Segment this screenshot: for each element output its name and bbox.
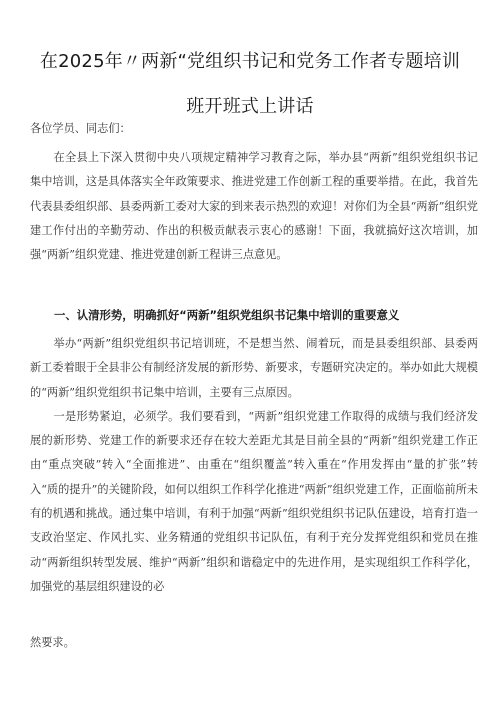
salutation: 各位学员、同志们： xyxy=(30,122,131,135)
intro-paragraph: 在全县上下深入贯彻中央八项规定精神学习教育之际，举办县“两新”组织党组织书记集中培训，这是具体落实全年政策要求、推进党建工作创新工程的重要举措。在此，我首先代表县委组织部、县委两新工委对大家的到来表示热烈的欢迎！对你们为全县“两新”组织党建工作付出的辛勤劳动、作出的积极贡献表示衷心的感谢！下面，我就搞好这次培训，加强“两新”组织党建、推进党建创新工程讲三点意见。 xyxy=(30,151,478,262)
section-1-heading: 一、认清形势，明确抓好“两新”组织党组织书记集中培训的重要意义 xyxy=(53,308,400,322)
document-title-line-2: 班开班式上讲话 xyxy=(186,96,314,117)
section-1-paragraph-2: 一是形势紧迫，必须学。我们要看到，“两新”组织党建工作取得的成绩与我们经济发展的新形势、党建工作的新要求还存在较大差距尤其是目前全县的“两新”组织党建工作正由“重点突破”转入“全面推进”、由重在“组织覆盖”转入重在“作用发挥由“量的扩张”转入“质的提升”的关键阶段，如何以组织工作科学化推进“两新”组织党建工作，正面临前所未有的机遇和挑战。通过集中培训，有利于加强“两新”组织党组织书记队伍建设，培育打造一支政治坚定、作风扎实、业务精通的党组织书记队伍，有利于充分发挥党组织和党员在推动“两新组织转型发展、维护“两新”组织和谐稳定中的先进作用，是实现组织工作科学化，加强党的基层组织建设的必 xyxy=(30,409,479,593)
intro-block xyxy=(30,146,478,267)
document-title-line-1: 在2025年〃两新“党组织书记和党务工作者专题培训 xyxy=(39,51,461,72)
section-1-paragraph-1: 举办“两新”组织党组织书记培训班，不是想当然、闹着玩，而是县委组织部、县委两新工委着眼于全县非公有制经济发展的新形势、新要求，专题研究决定的。举办如此大规模的“两新”组织党组织书记集中培训，主要有三点原因。 xyxy=(30,337,478,399)
section-1-body xyxy=(30,332,478,599)
section-1-paragraph-2-tail: 然要求。 xyxy=(30,636,75,649)
